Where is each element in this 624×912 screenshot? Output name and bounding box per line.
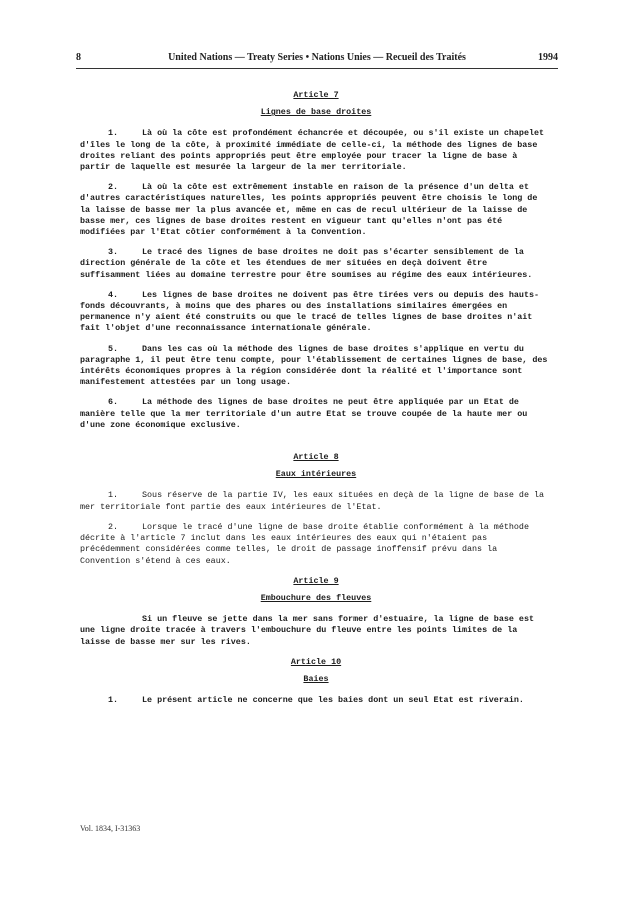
- article-10-paragraph-1: [80, 695, 552, 706]
- paragraph-number: 1.: [108, 695, 119, 706]
- article-7-paragraph-6: [80, 397, 552, 431]
- article-10-heading: Article 10: [290, 656, 342, 667]
- paragraph-text: La méthode des lignes de base droites ne peut être appliquée par un Etat de manière telle que la mer territoriale d'un autre Etat se trouve coupée de la haute mer ou d'une zone économique exclusive.: [80, 397, 528, 430]
- article-9-title: Embouchure des fleuves: [260, 592, 372, 603]
- article-7-paragraph-1: [80, 128, 552, 173]
- article-7-paragraph-5: [80, 344, 552, 389]
- article-10-title: Baies: [303, 673, 329, 684]
- article-7-paragraph-3: [80, 247, 552, 281]
- article-8-paragraph-2: [80, 522, 552, 567]
- paragraph-number: 2.: [108, 521, 119, 532]
- article-8-heading: Article 8: [293, 452, 339, 463]
- paragraph-text: Là où la côte est extrêmement instable en raison de la présence d'un delta et d'autres caractéristiques naturelles, les points appropriés peuvent être choisis le long de la laisse de basse mer la plus avancée et, même en cas de recul ultérieur de la laisse de basse mer, ces lignes de base droites restent en vigueur tant qu'elles n'ont pas été modifiées par l'Etat côtier conformément à la Convention.: [80, 182, 538, 238]
- paragraph-text: Le présent article ne concerne que les baies dont un seul Etat est riverain.: [142, 695, 524, 706]
- paragraph-text: Les lignes de base droites ne doivent pas être tirées vers ou depuis des hauts-fonds découvrants, à moins que des phares ou des installations similaires émergées en permanence n'y aient été construits ou que le tracé de telles lignes de base droites n'ait fait l'objet d'une reconnaissance internationale générale.: [80, 289, 540, 334]
- article-7-heading: Article 7: [293, 90, 339, 100]
- volume-reference: Vol. 1834, I-31363: [80, 824, 141, 833]
- header-rule: [76, 68, 558, 69]
- paragraph-text: Lorsque le tracé d'une ligne de base droite établie conformément à la méthode décrite à l'article 7 inclut dans les eaux intérieures des eaux qui n'étaient pas précédemment considérées comme telles, le droit de passage inoffensif prévu dans la Convention s'étend à ces eaux.: [80, 521, 529, 566]
- paragraph-number: 1.: [108, 490, 119, 501]
- paragraph-text: Le tracé des lignes de base droites ne doit pas s'écarter sensiblement de la direction générale de la côte et les étendues de mer situées en deçà doivent être suffisamment liées au domaine terrestre pour être soumises au régime des eaux intérieures.: [80, 247, 533, 280]
- article-8-title: Eaux intérieures: [275, 469, 357, 480]
- running-header: [76, 52, 558, 68]
- article-9-heading: Article 9: [293, 575, 339, 586]
- article-7-paragraph-2: [80, 182, 552, 238]
- header-year: 1994: [538, 52, 558, 63]
- paragraph-number: 4.: [108, 289, 119, 300]
- paragraph-text: Sous réserve de la partie IV, les eaux situées en deçà de la ligne de base de la mer territoriale font partie des eaux intérieures de l'Etat.: [80, 490, 545, 512]
- article-9-paragraph: [80, 614, 552, 648]
- paragraph-text: Dans les cas où la méthode des lignes de base droites s'applique en vertu du paragraphe 1, il peut être tenu compte, pour l'établissement de certaines lignes de base, des intérêts économiques propres à la région considérée dont la réalité et l'importance sont manifestement attestées par un long usage.: [80, 343, 548, 388]
- article-7-paragraph-4: [80, 290, 552, 335]
- page-number: 8: [76, 52, 81, 63]
- paragraph-number: 3.: [108, 247, 119, 258]
- paragraph-text: Là où la côte est profondément échancrée et découpée, ou s'il existe un chapelet d'îles le long de la côte, à proximité immédiate de celle-ci, la méthode des lignes de base droites reliant des points appropriés peut être employée pour tracer la ligne de base à partir de laquelle est mesurée la largeur de la mer territoriale.: [80, 128, 545, 173]
- section-spacer: [80, 440, 552, 452]
- paragraph-number: 6.: [108, 397, 119, 408]
- article-7-title: Lignes de base droites: [260, 107, 372, 118]
- paragraph-number: 2.: [108, 182, 119, 193]
- document-body: [80, 90, 552, 715]
- paragraph-number: 1.: [108, 128, 119, 139]
- series-title: United Nations — Treaty Series • Nations Unies — Recueil des Traités: [168, 52, 466, 63]
- paragraph-number: 5.: [108, 343, 119, 354]
- article-8-paragraph-1: [80, 490, 552, 512]
- paragraph-text: Si un fleuve se jette dans la mer sans former d'estuaire, la ligne de base est une ligne droite tracée à travers l'embouchure du fleuve entre les points limites de la laisse de basse mer sur les rives.: [80, 614, 535, 647]
